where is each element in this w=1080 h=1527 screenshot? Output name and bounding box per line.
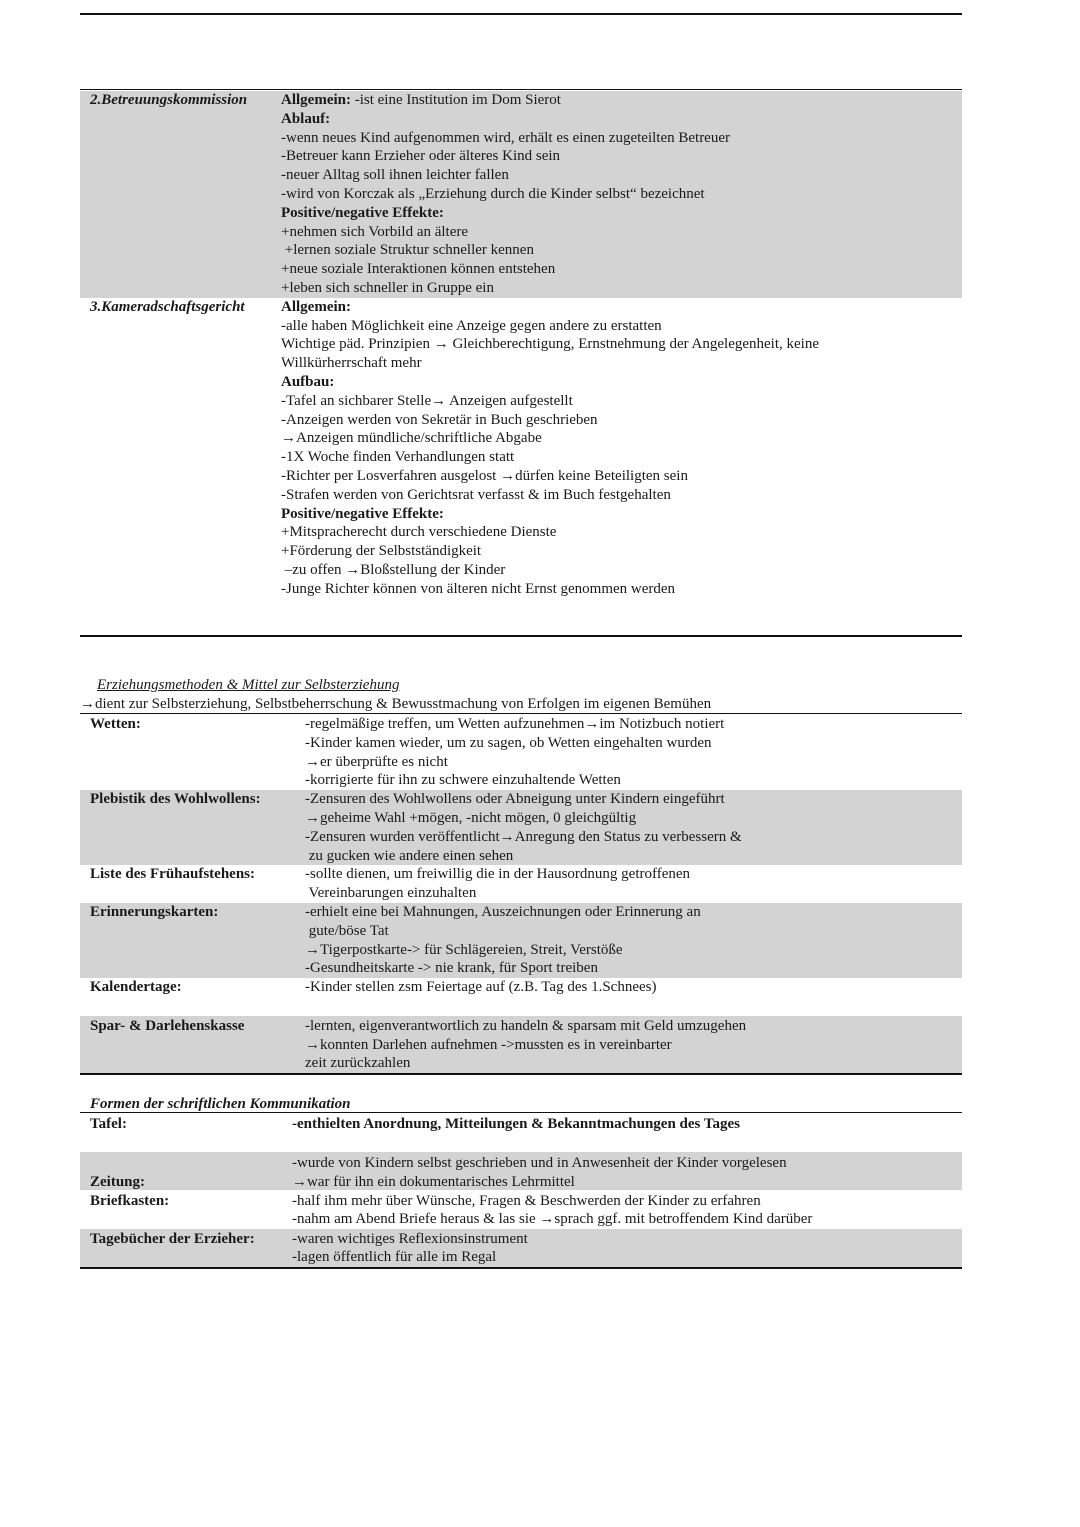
method-content <box>305 865 962 903</box>
body-text: -Betreuer kann Erzieher oder älteres Kind sein <box>281 148 561 165</box>
content-line <box>281 166 962 185</box>
section1-row <box>80 91 962 298</box>
section3-bottom-rule <box>80 1267 962 1269</box>
content-line <box>281 392 962 411</box>
body-text: +Mitspracherecht durch verschiedene Dienste <box>281 524 557 541</box>
content-line <box>281 279 962 298</box>
content-line <box>281 373 962 392</box>
heading-text: Positive/negative Effekte: <box>281 204 444 221</box>
content-line <box>281 467 962 486</box>
content-line: -Kinder stellen zsm Feiertage auf (z.B. Tag des 1.Schnees) <box>305 979 657 996</box>
content-line <box>281 147 962 166</box>
content-line <box>281 241 962 260</box>
body-text: +nehmen sich Vorbild an ältere <box>281 223 469 240</box>
briefkasten-line-1: -half ihm mehr über Wünsche, Fragen & Beschwerden der Kinder zu erfahren <box>292 1193 761 1209</box>
content-line: -sollte dienen, um freiwillig die in der Hausordnung getroffenen <box>305 866 691 883</box>
method-label: Liste des Frühaufstehens: <box>90 866 256 883</box>
content-line <box>281 561 962 580</box>
heading-text: Allgemein: <box>281 298 351 315</box>
content-line: -Kinder kamen wieder, um zu sagen, ob Wetten eingehalten wurden <box>305 734 712 751</box>
body-text: -Tafel an sichbarer Stelle→ Anzeigen aufgestellt <box>281 392 573 409</box>
content-line: -Zensuren des Wohlwollens oder Abneigung unter Kindern eingeführt <box>305 791 725 808</box>
body-text: +lernen soziale Struktur schneller kennen <box>281 242 534 259</box>
content-line: -lernten, eigenverantwortlich zu handeln & sparsam mit Geld umzugehen <box>305 1017 747 1034</box>
content-line <box>281 542 962 561</box>
content-line: →konnten Darlehen aufnehmen ->mussten es in vereinbarter <box>305 1036 672 1053</box>
method-content <box>305 715 962 790</box>
content-line <box>281 110 962 129</box>
body-text: -wenn neues Kind aufgenommen wird, erhält es einen zugeteilten Betreuer <box>281 129 730 146</box>
method-content <box>305 903 962 978</box>
section2-bottom-rule <box>80 1073 962 1075</box>
body-text: Willkürherrschaft mehr <box>281 355 422 372</box>
section2-title: Erziehungsmethoden & Mittel zur Selbsterziehung <box>97 677 400 693</box>
row-content <box>281 91 962 298</box>
content-line <box>281 354 962 373</box>
tafel-text: -enthielten Anordnung, Mitteilungen & Bekanntmachungen des Tages <box>292 1116 740 1132</box>
content-line: -Gesundheitskarte -> nie krank, für Sport treiben <box>305 960 598 977</box>
section3-title: Formen der schriftlichen Kommunikation <box>90 1096 351 1112</box>
zeitung-line-1: -wurde von Kindern selbst geschrieben und in Anwesenheit der Kinder vorgelesen <box>292 1155 787 1171</box>
body-text: +neue soziale Interaktionen können entstehen <box>281 261 556 278</box>
body-text: -Strafen werden von Gerichtsrat verfasst & im Buch festgehalten <box>281 486 671 503</box>
body-text: →Anzeigen mündliche/schriftliche Abgabe <box>281 430 542 447</box>
content-line: gute/böse Tat <box>305 922 389 939</box>
tafel-label: Tafel: <box>90 1116 127 1132</box>
content-line <box>281 335 962 354</box>
heading-text: Positive/negative Effekte: <box>281 505 444 522</box>
row-content <box>281 298 962 599</box>
heading-text: Ablauf: <box>281 110 331 127</box>
content-line: -Zensuren wurden veröffentlicht→Anregung den Status zu verbessern & <box>305 828 742 845</box>
tagebuecher-line-2: -lagen öffentlich für alle im Regal <box>292 1249 497 1265</box>
content-line <box>281 486 962 505</box>
content-line: -korrigierte für ihn zu schwere einzuhaltende Wetten <box>305 772 621 789</box>
section2-top-rule <box>80 713 962 714</box>
method-label: Wetten: <box>90 716 141 732</box>
content-line <box>281 580 962 599</box>
method-label: Spar- & Darlehenskasse <box>90 1017 245 1034</box>
body-text: -Anzeigen werden von Sekretär in Buch geschrieben <box>281 411 598 428</box>
content-line: Vereinbarungen einzuhalten <box>305 885 477 902</box>
method-row <box>80 790 962 865</box>
content-line <box>281 185 962 204</box>
body-text: -alle haben Möglichkeit eine Anzeige gegen andere zu erstatten <box>281 317 662 334</box>
content-line <box>281 223 962 242</box>
content-line <box>281 448 962 467</box>
body-text: -1X Woche finden Verhandlungen statt <box>281 449 515 466</box>
content-line: →geheime Wahl +mögen, -nicht mögen, 0 gleichgültig <box>305 809 637 826</box>
content-line <box>281 523 962 542</box>
row-label: 2.Betreuungskommission <box>90 92 248 108</box>
content-line: →er überprüfte es nicht <box>305 753 448 770</box>
zeitung-label: Zeitung: <box>90 1174 146 1190</box>
content-line <box>281 204 962 223</box>
method-label: Erinnerungskarten: <box>90 903 219 920</box>
body-text: -Junge Richter können von älteren nicht Ernst genommen werden <box>281 580 676 597</box>
content-line: -regelmäßige treffen, um Wetten aufzunehmen→im Notizbuch notiert <box>305 716 725 732</box>
method-row <box>80 903 962 978</box>
method-label: Plebistik des Wohlwollens: <box>90 791 261 808</box>
method-row <box>80 1016 962 1073</box>
content-line: -erhielt eine bei Mahnungen, Auszeichnungen oder Erinnerung an <box>305 903 701 920</box>
content-line: →Tigerpostkarte-> für Schlägereien, Streit, Verstöße <box>305 941 623 958</box>
section-divider <box>80 635 962 637</box>
content-line: zeit zurückzahlen <box>305 1055 411 1072</box>
content-line <box>281 429 962 448</box>
row-tafel <box>80 1114 962 1152</box>
briefkasten-line-2: -nahm am Abend Briefe heraus & las sie →sprach ggf. mit betroffendem Kind darüber <box>292 1211 813 1227</box>
content-line <box>281 91 962 110</box>
method-row <box>80 978 962 1016</box>
section2-table <box>80 715 962 1075</box>
method-content <box>305 978 962 1016</box>
zeitung-line-2: →war für ihn ein dokumentarisches Lehrmittel <box>292 1174 575 1190</box>
content-line <box>281 129 962 148</box>
method-label: Kalendertage: <box>90 979 182 996</box>
section1-table <box>80 91 962 599</box>
section2-subtitle: →dient zur Selbsterziehung, Selbstbeherrschung & Bewusstmachung von Erfolgen im eigenen Bemühen <box>80 696 712 712</box>
body-text: +Förderung der Selbstständigkeit <box>281 543 482 560</box>
tagebuecher-line-1: -waren wichtiges Reflexionsinstrument <box>292 1231 528 1247</box>
content-line <box>281 505 962 524</box>
body-text: –zu offen →Bloßstellung der Kinder <box>281 561 506 578</box>
content-line <box>281 298 962 317</box>
briefkasten-label: Briefkasten: <box>90 1193 170 1209</box>
body-text: Wichtige päd. Prinzipien → Gleichberechtigung, Ernstnehmung der Angelegenheit, keine <box>281 336 819 353</box>
heading-text: Aufbau: <box>281 373 335 390</box>
body-text: -ist eine Institution im Dom Sierot <box>350 92 561 108</box>
section1-row <box>80 298 962 599</box>
content-line <box>281 260 962 279</box>
body-text: -Richter per Losverfahren ausgelost →dürfen keine Beteiligten sein <box>281 467 688 484</box>
section1-top-rule <box>80 89 962 90</box>
content-line <box>281 317 962 336</box>
heading-text: Allgemein: <box>281 92 351 108</box>
method-row <box>80 715 962 790</box>
content-line: zu gucken wie andere einen sehen <box>305 847 514 864</box>
section3-top-rule <box>80 1112 962 1113</box>
content-line <box>305 997 962 1016</box>
method-content <box>305 790 962 865</box>
body-text: +leben sich schneller in Gruppe ein <box>281 279 494 296</box>
method-row <box>80 865 962 903</box>
body-text: -neuer Alltag soll ihnen leichter fallen <box>281 167 509 184</box>
top-rule <box>80 13 962 15</box>
body-text: -wird von Korczak als „Erziehung durch die Kinder selbst“ bezeichnet <box>281 185 705 202</box>
tagebuecher-label: Tagebücher der Erzieher: <box>90 1231 255 1247</box>
content-line <box>281 411 962 430</box>
row-label: 3.Kameradschaftsgericht <box>90 298 245 315</box>
method-content <box>305 1016 962 1073</box>
